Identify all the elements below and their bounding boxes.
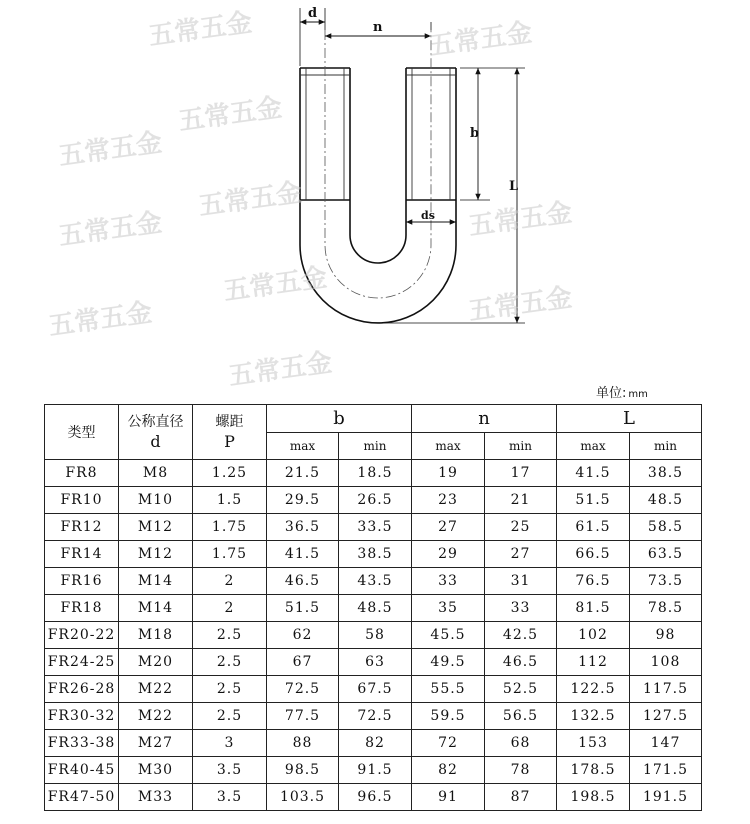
cell-b-max: 103.5 [267,784,339,811]
cell-L-max: 178.5 [557,757,630,784]
table-row [45,541,702,568]
cell-L-min: 98 [630,622,702,649]
cell-n-min: 33 [485,595,557,622]
table-row [45,460,702,487]
cell-n-min: 52.5 [485,676,557,703]
watermark: 五常五金 [221,262,329,307]
cell-pitch: 3 [193,730,267,757]
cell-L-max: 51.5 [557,487,630,514]
cell-n-max: 49.5 [412,649,485,676]
cell-n-max: 55.5 [412,676,485,703]
header-type: 类型 [45,405,119,460]
cell-b-min: 91.5 [339,757,412,784]
cell-b-min: 63 [339,649,412,676]
cell-nominal-diameter: M27 [119,730,193,757]
cell-nominal-diameter: M12 [119,514,193,541]
watermark: 五常五金 [196,177,304,222]
cell-pitch: 1.75 [193,514,267,541]
cell-L-max: 61.5 [557,514,630,541]
cell-b-max: 36.5 [267,514,339,541]
header-L-max: max [557,433,630,460]
cell-b-min: 26.5 [339,487,412,514]
cell-pitch: 1.25 [193,460,267,487]
cell-n-max: 35 [412,595,485,622]
u-bolt-outline [300,68,456,323]
cell-pitch: 2 [193,595,267,622]
watermark: 五常五金 [56,127,164,172]
table-body [45,460,702,811]
header-b-min: min [339,433,412,460]
cell-pitch: 2.5 [193,703,267,730]
u-bolt-inner-outline [350,68,406,263]
cell-b-max: 77.5 [267,703,339,730]
cell-pitch: 3.5 [193,784,267,811]
cell-type: FR24-25 [45,649,119,676]
cell-nominal-diameter: M22 [119,703,193,730]
cell-pitch: 2.5 [193,622,267,649]
cell-nominal-diameter: M8 [119,460,193,487]
cell-pitch: 3.5 [193,757,267,784]
header-pitch [193,405,267,460]
watermark: 五常五金 [46,297,154,342]
cell-n-min: 17 [485,460,557,487]
header-L-min: min [630,433,702,460]
cell-b-max: 88 [267,730,339,757]
cell-n-max: 82 [412,757,485,784]
header-n-min: min [485,433,557,460]
cell-type: FR12 [45,514,119,541]
cell-L-max: 41.5 [557,460,630,487]
cell-b-max: 46.5 [267,568,339,595]
cell-b-min: 48.5 [339,595,412,622]
header-pitch-zh: 螺距 [215,414,244,430]
table-row [45,649,702,676]
cell-n-min: 25 [485,514,557,541]
table-row [45,487,702,514]
dim-d-label: d [308,6,318,21]
cell-pitch: 1.75 [193,541,267,568]
dim-b-label: b [470,126,480,141]
unit-value: mm [628,389,648,400]
cell-type: FR10 [45,487,119,514]
cell-L-min: 73.5 [630,568,702,595]
cell-nominal-diameter: M14 [119,595,193,622]
cell-n-max: 19 [412,460,485,487]
cell-nominal-diameter: M20 [119,649,193,676]
cell-L-min: 191.5 [630,784,702,811]
header-nominal-diameter [119,405,193,460]
cell-n-min: 78 [485,757,557,784]
unit-label [596,382,648,401]
cell-n-min: 68 [485,730,557,757]
cell-n-min: 56.5 [485,703,557,730]
u-bolt-drawing [0,0,750,380]
cell-pitch: 2.5 [193,649,267,676]
cell-L-min: 117.5 [630,676,702,703]
cell-L-min: 48.5 [630,487,702,514]
cell-pitch: 2 [193,568,267,595]
cell-L-max: 102 [557,622,630,649]
header-n-max: max [412,433,485,460]
cell-b-min: 72.5 [339,703,412,730]
cell-type: FR40-45 [45,757,119,784]
cell-b-max: 98.5 [267,757,339,784]
cell-L-min: 147 [630,730,702,757]
header-nominal-diameter-symbol: d [150,432,161,451]
cell-b-min: 96.5 [339,784,412,811]
dim-n-label: n [373,20,383,35]
cell-L-max: 153 [557,730,630,757]
watermark: 五常五金 [426,17,534,62]
watermark: 五常五金 [466,197,574,242]
cell-type: FR16 [45,568,119,595]
cell-nominal-diameter: M12 [119,541,193,568]
cell-b-max: 67 [267,649,339,676]
dim-ds-label: ds [421,209,435,222]
cell-type: FR33-38 [45,730,119,757]
table-row [45,514,702,541]
cell-b-max: 41.5 [267,541,339,568]
cell-type: FR30-32 [45,703,119,730]
table-row [45,784,702,811]
cell-n-max: 23 [412,487,485,514]
cell-b-max: 72.5 [267,676,339,703]
cell-b-min: 58 [339,622,412,649]
cell-nominal-diameter: M22 [119,676,193,703]
watermark: 五常五金 [466,282,574,327]
cell-L-min: 108 [630,649,702,676]
cell-L-min: 78.5 [630,595,702,622]
centerline [325,30,431,298]
cell-L-min: 38.5 [630,460,702,487]
cell-b-max: 21.5 [267,460,339,487]
cell-L-max: 132.5 [557,703,630,730]
u-bolt-spec-table [44,404,702,811]
table-row [45,730,702,757]
cell-n-min: 27 [485,541,557,568]
cell-L-min: 58.5 [630,514,702,541]
watermark: 五常五金 [176,92,284,137]
cell-b-min: 33.5 [339,514,412,541]
cell-type: FR18 [45,595,119,622]
cell-L-max: 122.5 [557,676,630,703]
cell-nominal-diameter: M33 [119,784,193,811]
watermark: 五常五金 [56,207,164,252]
cell-n-min: 31 [485,568,557,595]
table-row [45,703,702,730]
cell-b-min: 18.5 [339,460,412,487]
cell-b-min: 67.5 [339,676,412,703]
cell-n-min: 42.5 [485,622,557,649]
header-n: n [412,405,557,433]
table-row [45,676,702,703]
table-row [45,568,702,595]
header-b: b [267,405,412,433]
cell-L-max: 76.5 [557,568,630,595]
cell-n-max: 72 [412,730,485,757]
header-nominal-diameter-zh: 公称直径 [127,414,184,430]
cell-n-max: 29 [412,541,485,568]
cell-b-min: 38.5 [339,541,412,568]
table-row [45,622,702,649]
watermark: 五常五金 [226,347,334,392]
cell-type: FR14 [45,541,119,568]
table-row [45,757,702,784]
header-b-max: max [267,433,339,460]
cell-L-min: 127.5 [630,703,702,730]
cell-nominal-diameter: M10 [119,487,193,514]
cell-nominal-diameter: M18 [119,622,193,649]
cell-b-max: 29.5 [267,487,339,514]
cell-nominal-diameter: M14 [119,568,193,595]
cell-n-max: 27 [412,514,485,541]
cell-b-max: 51.5 [267,595,339,622]
cell-pitch: 1.5 [193,487,267,514]
header-pitch-symbol: P [224,432,235,451]
cell-n-min: 46.5 [485,649,557,676]
cell-n-max: 33 [412,568,485,595]
cell-n-max: 59.5 [412,703,485,730]
cell-L-max: 66.5 [557,541,630,568]
cell-L-min: 171.5 [630,757,702,784]
watermark: 五常五金 [146,7,254,52]
cell-n-min: 87 [485,784,557,811]
cell-type: FR8 [45,460,119,487]
cell-n-max: 45.5 [412,622,485,649]
table-row [45,595,702,622]
cell-b-max: 62 [267,622,339,649]
cell-type: FR20-22 [45,622,119,649]
dim-L-label: L [509,179,519,194]
cell-type: FR47-50 [45,784,119,811]
unit-label-text: 单位: [596,386,627,401]
cell-type: FR26-28 [45,676,119,703]
cell-pitch: 2.5 [193,676,267,703]
cell-L-min: 63.5 [630,541,702,568]
cell-L-max: 81.5 [557,595,630,622]
cell-L-max: 112 [557,649,630,676]
cell-L-max: 198.5 [557,784,630,811]
cell-b-min: 43.5 [339,568,412,595]
cell-nominal-diameter: M30 [119,757,193,784]
header-L: L [557,405,702,433]
cell-n-min: 21 [485,487,557,514]
cell-n-max: 91 [412,784,485,811]
cell-b-min: 82 [339,730,412,757]
